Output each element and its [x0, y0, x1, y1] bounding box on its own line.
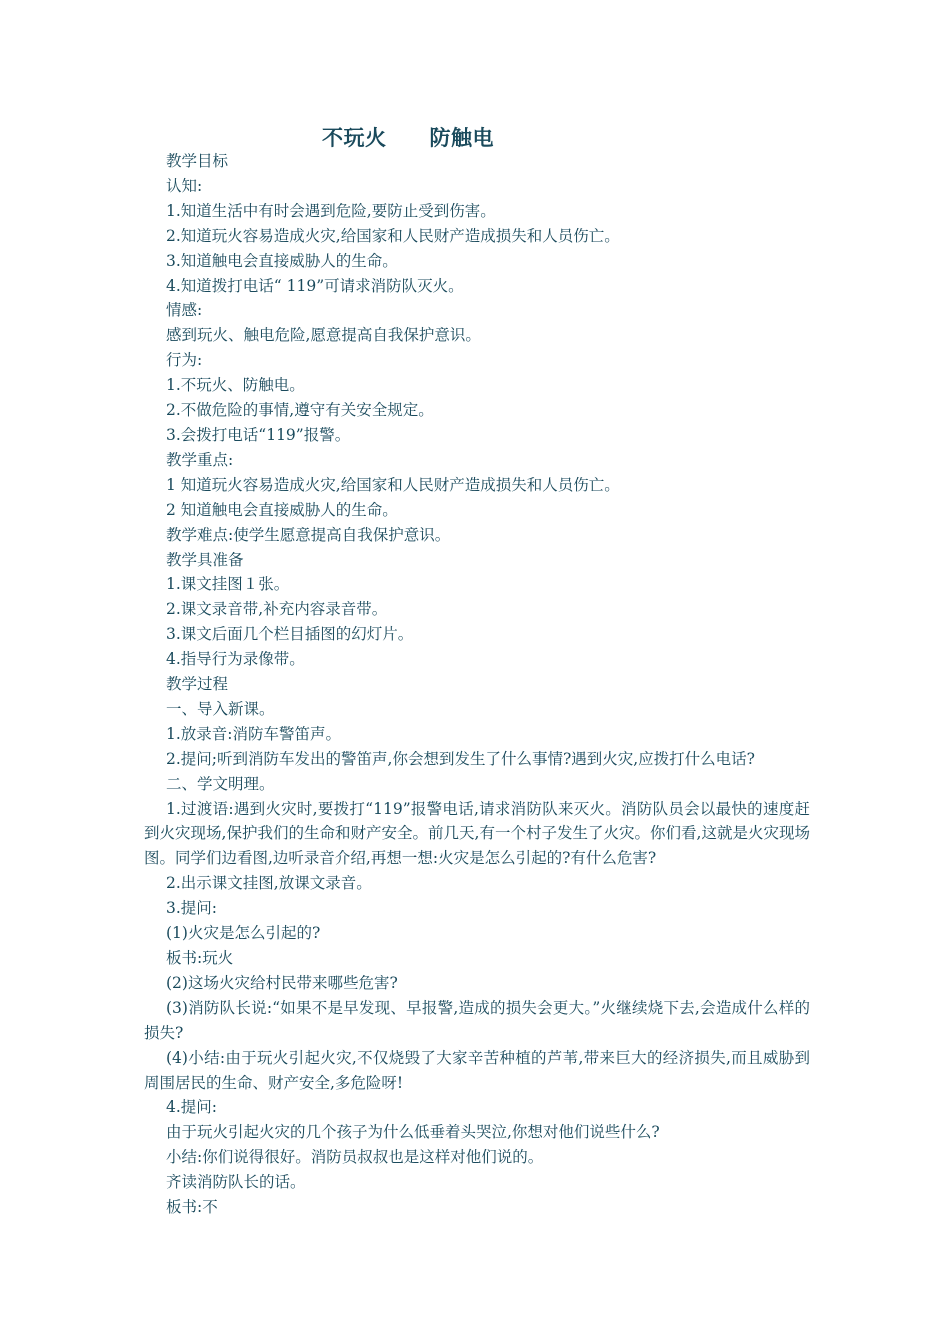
list-item: 2.不做危险的事情,遵守有关安全规定。	[166, 401, 434, 420]
list-item: 3.课文后面几个栏目插图的幻灯片。	[166, 625, 414, 644]
list-item: 4.知道拨打电话“ 119”可请求消防队灭火。	[166, 276, 464, 295]
text-line: 齐读消防队长的话。	[166, 1173, 306, 1192]
list-item: 1.放录音:消防车警笛声。	[166, 724, 342, 743]
list-item: 1.课文挂图１张。	[166, 575, 290, 594]
subheading-cognition: 认知:	[166, 176, 203, 195]
list-item: 3.会拨打电话“119”报警。	[166, 425, 351, 444]
list-item: 1 知道玩火容易造成火灾,给国家和人民财产造成损失和人员伤亡。	[166, 475, 620, 494]
list-item: 4.指导行为录像带。	[166, 650, 305, 669]
section-heading-difficulty: 教学难点:使学生愿意提高自我保护意识。	[166, 525, 451, 544]
list-item: (1)火灾是怎么引起的?	[166, 924, 321, 943]
document-body	[144, 149, 810, 1220]
subheading-emotion: 情感:	[166, 301, 203, 320]
list-item: 2.知道玩火容易造成火灾,给国家和人民财产造成损失和人员伤亡。	[166, 226, 620, 245]
section-heading-objectives: 教学目标	[166, 152, 229, 170]
subheading-behavior: 行为:	[166, 351, 203, 370]
document-title: 不玩火 防触电	[322, 126, 494, 150]
section-heading-materials: 教学具准备	[166, 550, 244, 569]
paragraph: (3)消防队长说:“如果不是早发现、早报警,造成的损失会更大。”火继续烧下去,会造成什么样的损失?	[144, 998, 810, 1042]
text-line: 感到玩火、触电危险,愿意提高自我保护意识。	[166, 326, 481, 345]
section-heading-process: 教学过程	[166, 675, 229, 694]
subheading-intro: 一、导入新课。	[166, 699, 275, 718]
text-line: 板书:不	[166, 1198, 218, 1217]
text-line: 小结:你们说得很好。消防员叔叔也是这样对他们说的。	[166, 1148, 544, 1167]
list-item: (2)这场火灾给村民带来哪些危害?	[166, 973, 398, 992]
paragraph: 1.过渡语:遇到火灾时,要拨打“119”报警电话,请求消防队来灭火。消防队员会以最快的速度赶到火灾现场,保护我们的生命和财产安全。前几天,有一个村子发生了火灾。你们看,这就是火灾现场图。同学们边看图,边听录音介绍,再想一想:火灾是怎么引起的?有什么危害?	[144, 799, 810, 868]
list-item: 2.课文录音带,补充内容录音带。	[166, 600, 388, 619]
text-line: 板书:玩火	[166, 949, 234, 967]
list-item: 2 知道触电会直接威胁人的生命。	[166, 500, 398, 519]
list-item: 1.不玩火、防触电。	[166, 376, 305, 395]
list-item: 2.提问;听到消防车发出的警笛声,你会想到发生了什么事情?遇到火灾,应拨打什么电话?	[166, 749, 755, 768]
list-item: 2.出示课文挂图,放课文录音。	[166, 874, 372, 893]
list-item: 3.提问:	[166, 899, 218, 918]
section-heading-key-points: 教学重点:	[166, 450, 234, 469]
text-line: 由于玩火引起火灾的几个孩子为什么低垂着头哭泣,你想对他们说些什么?	[166, 1123, 660, 1142]
subheading-learning: 二、学文明理。	[166, 774, 275, 793]
paragraph: (4)小结:由于玩火引起火灾,不仅烧毁了大家辛苦种植的芦苇,带来巨大的经济损失,而且威胁到周围居民的生命、财产安全,多危险呀!	[144, 1048, 810, 1092]
list-item: 1.知道生活中有时会遇到危险,要防止受到伤害。	[166, 201, 496, 220]
list-item: 4.提问:	[166, 1098, 218, 1117]
list-item: 3.知道触电会直接威胁人的生命。	[166, 251, 398, 270]
